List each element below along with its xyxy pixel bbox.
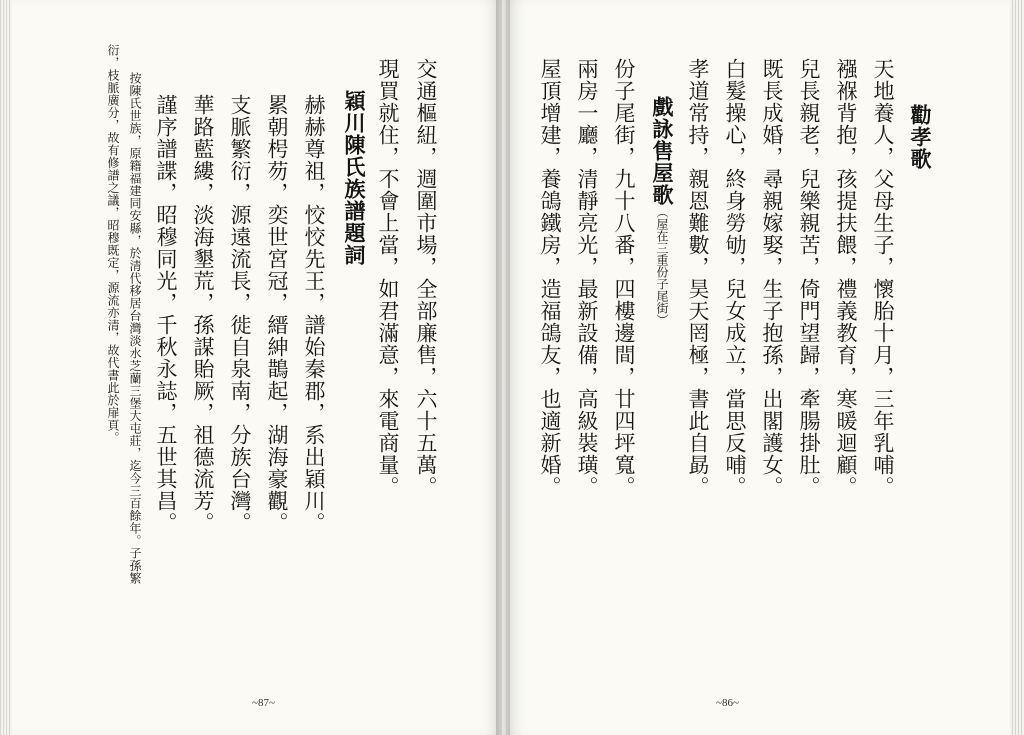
- poem-title: 勸孝歌: [908, 104, 932, 170]
- page-number-left: ~87~: [252, 697, 275, 709]
- verse-line: 既長成婚，尋親嫁娶，生子抱孫，出閣護女。: [760, 58, 784, 498]
- verse-line: 兒長親老，兒樂親苦，倚門望歸，牽腸掛肚。: [797, 58, 821, 498]
- verse-line: 白髮操心，終身勞劬，兒女成立，當思反哺。: [723, 58, 747, 498]
- verse-line: 兩房一廳，清靜亮光，最新設備，高級裝璜。: [575, 58, 599, 498]
- annotation-line: 衍，枝脈廣分，故有修譜之議，昭穆既定，源流亦清，故代書此於扉頁。: [106, 44, 120, 444]
- verse-line: 屋頂增建，養鴿鐵房，造福鴿友，也適新婚。: [538, 58, 562, 498]
- verse-line: 天地養人，父母生子，懷胎十月，三年乳哺。: [871, 58, 895, 498]
- verse-line: 赫赫尊祖，恔恔先王，譜始秦郡，系出穎川。: [302, 94, 326, 534]
- book-gutter: [496, 0, 510, 735]
- verse-line: 支脈繁衍，源遠流長，徙自泉南，分族台灣。: [228, 94, 252, 534]
- poem-title: 穎川陳氏族譜題詞: [342, 90, 366, 266]
- verse-line: 孝道常持，親恩難數，昊天罔極，書此自勗。: [686, 58, 710, 498]
- verse-line: 現買就住，不會上當，如君滿意，來電商量。: [376, 58, 400, 498]
- left-page: [0, 0, 502, 735]
- verse-line: 累朝枵芴，奕世宮冠，縉紳鵲起，湖海豪觀。: [265, 94, 289, 534]
- page-edge-left: [0, 0, 12, 735]
- verse-line: 交通樞紐，週圍市場，全部廉售，六十五萬。: [414, 58, 438, 498]
- verse-line: 份子尾街，九十八番，四樓邊間，廿四坪寬。: [612, 58, 636, 498]
- verse-line: 華路藍縷，淡海墾荒，孫謀貽厥，祖德流芳。: [191, 94, 215, 534]
- page-number-right: ~86~: [716, 697, 739, 709]
- annotation-line: 按陳氏世族，原籍福建同安縣，於清代移居台灣淡水芝蘭三堡大屯莊，迄今三百餘年。子孫繁: [128, 72, 142, 585]
- verse-line: 襁褓背抱，孩提扶餵，禮義教育，寒暖迴顧。: [834, 58, 858, 498]
- poem-title: [650, 96, 674, 326]
- verse-line: 謹序譜諜，昭穆同光，千秋永誌，五世其昌。: [154, 94, 178, 534]
- poem-title-text: 戲詠售屋歌: [650, 96, 674, 206]
- poem-title-note: （屋在三重份子尾街）: [655, 206, 669, 326]
- right-page: [506, 0, 1024, 735]
- page-edge-right: [1010, 0, 1024, 735]
